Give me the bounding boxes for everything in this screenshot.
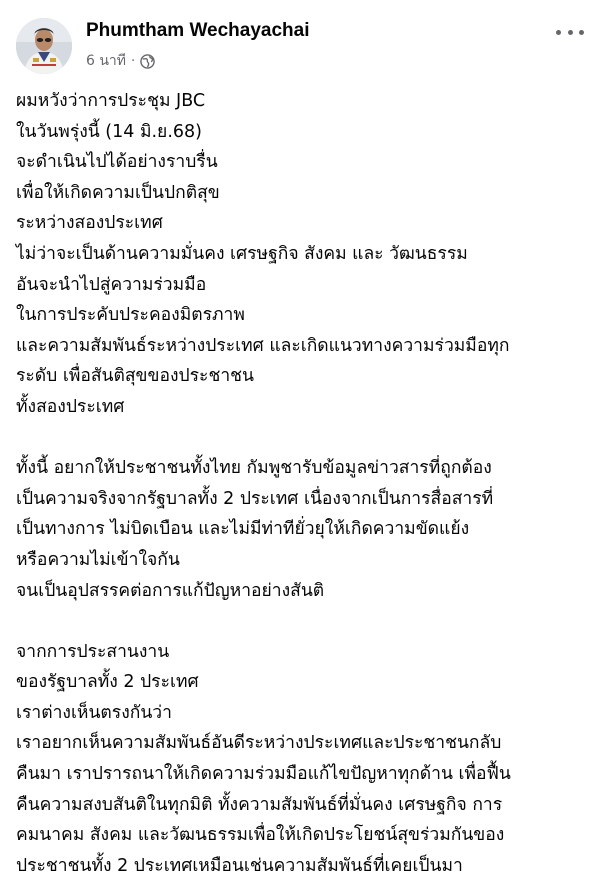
avatar[interactable] — [16, 18, 72, 74]
post-text-line: ประชาชนทั้ง 2 ประเทศเหมือนเช่นความสัมพันธ์ที่เคยเป็นมา — [16, 855, 463, 876]
post-text-line: ในวันพรุ่งนี้ (14 มิ.ย.68) — [16, 121, 202, 142]
post-body — [16, 86, 590, 881]
post-text-line: หรือความไม่เข้าใจกัน — [16, 549, 180, 570]
post-text-line: ผมหวังว่าการประชุม JBC — [16, 91, 206, 111]
post-paragraph — [16, 453, 590, 606]
globe-icon[interactable] — [140, 54, 155, 69]
post-text-line: จะดำเนินไปได้อย่างราบรื่น — [16, 152, 218, 173]
post-meta — [86, 50, 155, 72]
post-text-line: ทั้งสองประเทศ — [16, 396, 125, 417]
post-text-line: ของรัฐบาลทั้ง 2 ประเทศ — [16, 672, 199, 693]
more-options-dot — [556, 30, 561, 35]
post-text-line: เราต่างเห็นตรงกันว่า — [16, 702, 172, 723]
avatar-image — [16, 18, 72, 74]
post-text-line: คืนความสงบสันติในทุกมิติ ทั้งความสัมพันธ์ที่มั่นคง เศรษฐกิจ การ — [16, 794, 503, 815]
paragraph-spacer — [16, 606, 590, 637]
more-options-dot — [568, 30, 573, 35]
post-text-line: คืนมา เราปรารถนาให้เกิดความร่วมมือแก้ไขปัญหาทุกด้าน เพื่อฟื้น — [16, 764, 511, 785]
post-text-line: คมนาคม สังคม และวัฒนธรรมเพื่อให้เกิดประโยชน์สุขร่วมกันของ — [16, 825, 505, 846]
post-paragraph — [16, 86, 590, 423]
post-timestamp[interactable]: 6 นาที — [86, 53, 127, 69]
post-text-line: จนเป็นอุปสรรคต่อการแก้ปัญหาอย่างสันติ — [16, 580, 325, 601]
post-text-line: จากการประสานงาน — [16, 641, 170, 662]
post-paragraph — [16, 637, 590, 881]
post-text-line: เราอยากเห็นความสัมพันธ์อันดีระหว่างประเทศและประชาชนกลับ — [16, 733, 502, 754]
post-text-line: เป็นความจริงจากรัฐบาลทั้ง 2 ประเทศ เนื่องจากเป็นการสื่อสารที่ — [16, 488, 494, 509]
post-text-line: อันจะนำไปสู่ความร่วมมือ — [16, 274, 207, 295]
post-header — [0, 0, 600, 88]
post-text-line: ไม่ว่าจะเป็นด้านความมั่นคง เศรษฐกิจ สังคม และ วัฒนธรรม — [16, 243, 468, 264]
post-text-line: ระดับ เพื่อสันติสุขของประชาชน — [16, 366, 254, 387]
post-text-line: เป็นทางการ ไม่บิดเบือน และไม่มีท่าทียั่วยุให้เกิดความขัดแย้ง — [16, 519, 470, 540]
post-text-line: ระหว่างสองประเทศ — [16, 213, 163, 234]
post-text-line: ทั้งนี้ อยากให้ประชาชนทั้งไทย กัมพูชารับข้อมูลข่าวสารที่ถูกต้อง — [16, 458, 492, 479]
meta-separator: · — [131, 53, 136, 69]
paragraph-spacer — [16, 423, 590, 454]
more-options-button[interactable] — [556, 22, 584, 42]
post-text-line: เพื่อให้เกิดความเป็นปกติสุข — [16, 182, 220, 203]
post-text-line: ในการประคับประคองมิตรภาพ — [16, 305, 245, 326]
post-text-line: และความสัมพันธ์ระหว่างประเทศ และเกิดแนวทางความร่วมมือทุก — [16, 335, 510, 356]
author-name[interactable]: Phumtham Wechayachai — [86, 20, 310, 41]
more-options-dot — [579, 30, 584, 35]
